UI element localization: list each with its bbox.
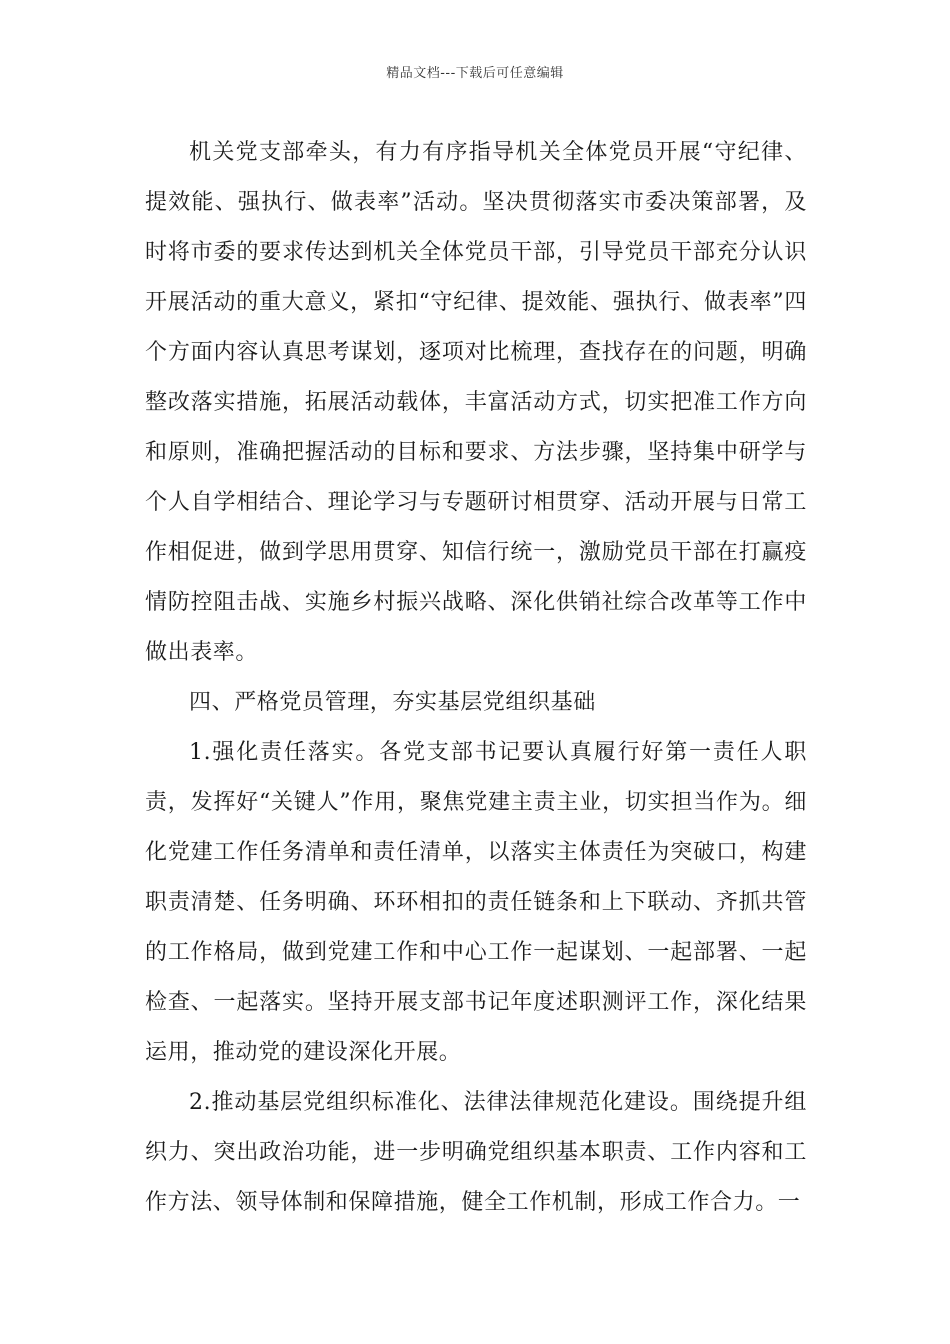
paragraph-responsibility: 1.强化责任落实。各党支部书记要认真履行好第一责任人职责，发挥好“关键人”作用，聚焦党建主责主业，切实担当作为。细化党建工作任务清单和责任清单，以落实主体责任为突破口，构建职责清楚、任务明确、环环相扣的责任链条和上下联动、齐抓共管的工作格局，做到党建工作和中心工作一起谋划、一起部署、一起检查、一起落实。坚持开展支部书记年度述职测评工作，深化结果运用，推动党的建设深化开展。 [145, 740, 807, 1065]
section-heading: 四、严格党员管理，夯实基层党组织基础 [189, 690, 596, 715]
page-header: 精品文档---下载后可任意编辑 [386, 66, 564, 81]
paragraph-activity: 机关党支部牵头，有力有序指导机关全体党员开展“守纪律、提效能、强执行、做表率”活动。坚决贯彻落实市委决策部署，及时将市委的要求传达到机关全体党员干部，引导党员干部充分认识开展活动的重大意义，紧扣“守纪律、提效能、强执行、做表率”四个方面内容认真思考谋划，逐项对比梳理，查找存在的问题，明确整改落实措施，拓展活动载体，丰富活动方式，切实把准工作方向和原则，准确把握活动的目标和要求、方法步骤，坚持集中研学与个人自学相结合、理论学习与专题研讨相贯穿、活动开展与日常工作相促进，做到学思用贯穿、知信行统一，激励党员干部在打赢疫情防控阻击战、实施乡村振兴战略、深化供销社综合改革等工作中做出表率。 [145, 140, 807, 665]
document-body [145, 128, 807, 1228]
paragraph-standardization: 2.推动基层党组织标准化、法律法律规范化建设。围绕提升组织力、突出政治功能，进一步明确党组织基本职责、工作内容和工作方法、领导体制和保障措施，健全工作机制，形成工作合力。一 [145, 1090, 807, 1215]
